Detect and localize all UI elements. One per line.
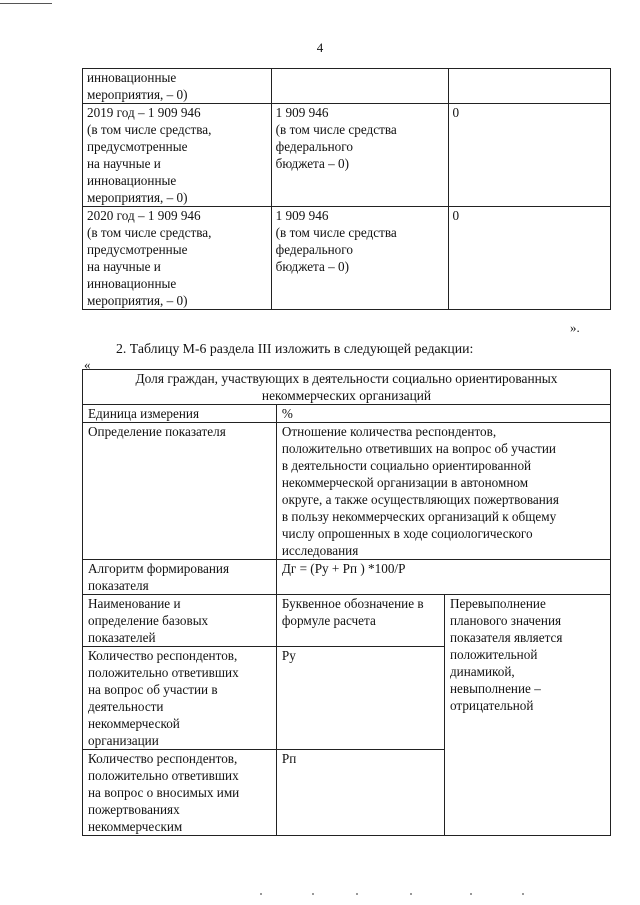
text-line: Отношение количества респондентов,: [281, 424, 497, 439]
unit-label: Единица измерения: [83, 405, 277, 423]
respondents-donations-cell: [83, 750, 277, 836]
amendment-instruction: 2. Таблицу М-6 раздела III изложить в следующей редакции:: [116, 341, 474, 356]
text-line: на научные и: [87, 156, 161, 171]
text-line: инновационные: [87, 70, 177, 85]
text-line: инновационные: [87, 276, 177, 291]
text-line: предусмотренные: [87, 139, 188, 154]
text-line: (в том числе средства,: [87, 122, 212, 137]
text-line: (в том числе средства: [275, 122, 397, 137]
text-line: положительной: [449, 647, 538, 662]
text-line: федерального: [275, 242, 353, 257]
text-line: Перевыполнение: [449, 596, 546, 611]
indicator-title: [83, 370, 611, 405]
text-line: пожертвованиях: [88, 802, 180, 817]
table-row: [83, 104, 611, 207]
text-line: некоммерческих организаций: [261, 388, 432, 403]
text-line: определение базовых: [88, 613, 209, 628]
text-line: мероприятия, – 0): [87, 87, 188, 102]
text-line: на вопрос о вносимых ими: [88, 785, 240, 800]
text-line: планового значения: [449, 613, 562, 628]
text-line: Количество респондентов,: [88, 751, 238, 766]
text-line: 0: [452, 208, 460, 223]
text-line: динамикой,: [449, 664, 515, 679]
funding-year-2019-cell: [83, 104, 272, 207]
definition-value: [276, 423, 610, 560]
text-line: показателя: [88, 578, 149, 593]
symbol-ru: Ру: [276, 647, 444, 750]
funding-year-2020-cell: [83, 207, 272, 310]
text-line: федерального: [275, 139, 353, 154]
funding-cell: [83, 69, 272, 104]
text-line: формуле расчета: [281, 613, 376, 628]
text-line: на вопрос об участии в: [88, 682, 218, 697]
table-row: [83, 405, 611, 423]
text-line: организации: [88, 733, 159, 748]
text-line: Доля граждан, участвующих в деятельности социально ориентированных: [135, 371, 558, 386]
text-line: Наименование и: [88, 596, 181, 611]
funding-cell: [448, 69, 610, 104]
text-line: мероприятия, – 0): [87, 293, 188, 308]
base-indicators-label: [83, 595, 277, 647]
text-line: некоммерческим: [88, 819, 183, 834]
text-line: на научные и: [87, 259, 161, 274]
other-2020-cell: [448, 207, 610, 310]
table-row: [83, 207, 611, 310]
text-line: мероприятия, – 0): [87, 190, 188, 205]
unit-value: %: [276, 405, 610, 423]
table-row: [83, 595, 611, 647]
text-line: Алгоритм формирования: [88, 561, 230, 576]
scan-edge-line: [0, 3, 52, 4]
text-line: положительно ответивших: [88, 665, 239, 680]
text-line: некоммерческой организации в автономном: [281, 475, 529, 490]
text-line: инновационные: [87, 173, 177, 188]
text-line: бюджета – 0): [275, 156, 349, 171]
table-row: [83, 560, 611, 595]
indicator-table-m6: [82, 369, 611, 836]
text-line: некоммерческой: [88, 716, 180, 731]
scan-artifacts: [260, 893, 530, 897]
text-line: 0: [452, 105, 460, 120]
text-line: в пользу некоммерческих организаций к общему: [281, 509, 557, 524]
text-line: невыполнение –: [449, 681, 541, 696]
text-line: в деятельности социально ориентированной: [281, 458, 532, 473]
federal-budget-2019-cell: [271, 104, 448, 207]
text-line: Буквенное обозначение в: [281, 596, 424, 611]
algorithm-formula: Дг = (Ру + Рп ) *100/Р: [276, 560, 610, 595]
other-2019-cell: [448, 104, 610, 207]
federal-budget-2020-cell: [271, 207, 448, 310]
table-row: [83, 69, 611, 104]
text-line: исследования: [281, 543, 359, 558]
definition-label: Определение показателя: [83, 423, 277, 560]
text-line: 2020 год – 1 909 946: [87, 208, 201, 223]
text-line: (в том числе средства,: [87, 225, 212, 240]
text-line: 1 909 946: [275, 208, 329, 223]
text-line: показателей: [88, 630, 156, 645]
funding-table: [82, 68, 611, 310]
dynamics-note: [444, 595, 610, 836]
symbol-rp: Рп: [276, 750, 444, 836]
text-line: положительно ответивших: [88, 768, 239, 783]
algorithm-label: [83, 560, 277, 595]
letter-symbol-label: [276, 595, 444, 647]
text-line: предусмотренные: [87, 242, 188, 257]
text-line: отрицательной: [449, 698, 534, 713]
text-line: положительно ответивших на вопрос об участии: [281, 441, 556, 456]
table-row: [83, 370, 611, 405]
text-line: (в том числе средства: [275, 225, 397, 240]
respondents-participation-cell: [83, 647, 277, 750]
text-line: 2019 год – 1 909 946: [87, 105, 201, 120]
text-line: показателя является: [449, 630, 563, 645]
text-line: 1 909 946: [275, 105, 329, 120]
closing-quote: ».: [570, 320, 580, 335]
page-number: 4: [316, 40, 324, 55]
text-line: числу опрошенных в ходе социологического: [281, 526, 533, 541]
text-line: Количество респондентов,: [88, 648, 238, 663]
text-line: бюджета – 0): [275, 259, 349, 274]
table-row: [83, 423, 611, 560]
funding-cell: [271, 69, 448, 104]
text-line: деятельности: [88, 699, 164, 714]
opening-quote: «: [84, 357, 91, 372]
text-line: округе, а также осуществляющих пожертвования: [281, 492, 559, 507]
